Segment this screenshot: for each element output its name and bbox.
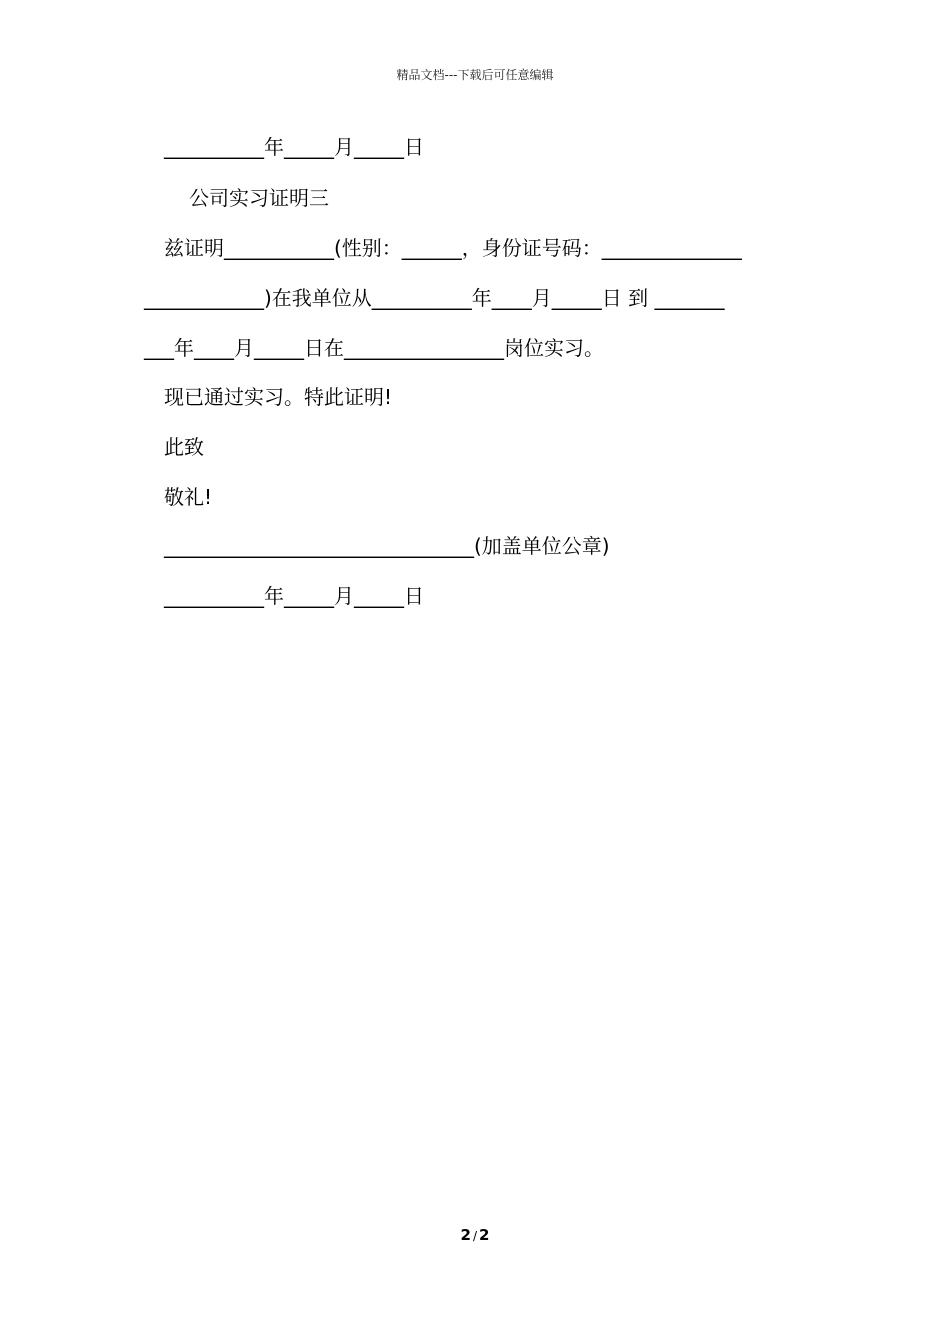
page-header: 精品文档---下载后可任意编辑 <box>396 68 554 82</box>
page-separator: / <box>472 1229 478 1243</box>
date-line-bottom: __________年_____月_____日 <box>164 584 424 608</box>
closing-line: 敬礼! <box>164 485 213 509</box>
page-total: 2 <box>479 1226 490 1244</box>
certificate-line-2: ____________)在我单位从__________年____月_____日 到 _______ <box>144 286 725 310</box>
page-current: 2 <box>460 1226 471 1244</box>
certificate-line-4: 现已通过实习。特此证明! <box>164 385 393 409</box>
certificate-line-3: ___年____月_____日在________________岗位实习。 <box>144 336 604 360</box>
date-line-top: __________年_____月_____日 <box>164 135 424 159</box>
page-number <box>0 1226 950 1244</box>
salutation-line: 此致 <box>164 435 204 459</box>
certificate-line-1: 兹证明___________(性别：______，身份证号码：______________ <box>164 236 742 260</box>
certificate-title: 公司实习证明三 <box>189 186 329 210</box>
seal-line: _______________________________(加盖单位公章) <box>164 534 610 558</box>
